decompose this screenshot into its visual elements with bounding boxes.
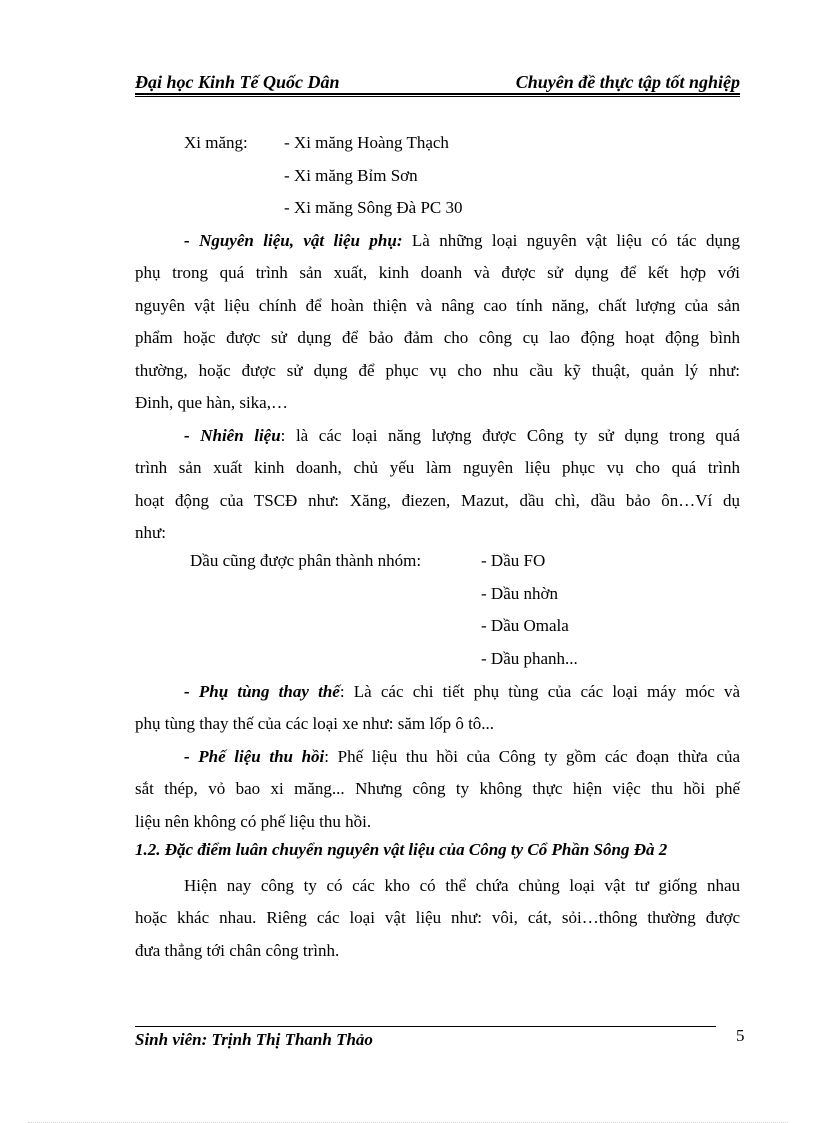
header-rule [135, 93, 740, 95]
cement-item: - Xi măng Sông Đà PC 30 [284, 198, 463, 217]
oil-item: - Dầu Omala [481, 616, 569, 635]
oil-item: - Dầu FO [481, 551, 546, 570]
term-nhien-lieu: - Nhiên liệu [184, 426, 281, 445]
cement-item: - Xi măng Hoàng Thạch [284, 133, 449, 152]
cement-item: - Xi măng Bỉm Sơn [284, 166, 418, 185]
term-phu-tung: - Phụ tùng thay thế [184, 682, 340, 701]
paragraph-nguyen-lieu: - Nguyên liệu, vật liệu phụ: Là những loại nguyên vật liệu có tác dụng phụ trong quá trình sản xuất, kinh doanh và được sử dụng để kết hợp với nguyên vật liệu chính để hoàn thiện và nâng cao tính năng, chất lượng của sản phẩm hoặc được sử dụng để bảo đảm cho công cụ lao động hoạt động bình thường, hoặc được sử dụng để phục vụ cho nhu cầu kỹ thuật, quản lý như: Đinh, que hàn, sika,… [135, 231, 740, 412]
section-heading: 1.2. Đặc điểm luân chuyển nguyên vật liệu của Công ty Cổ Phần Sông Đà 2 [135, 840, 668, 859]
footer-rule [135, 1026, 716, 1027]
header-rule-thin [135, 96, 740, 97]
header-right: Chuyên đề thực tập tốt nghiệp [515, 72, 740, 92]
oil-label: Dầu cũng được phân thành nhóm: [190, 551, 422, 570]
term-phe-lieu: - Phế liệu thu hồi [184, 747, 325, 766]
header-left: Đại học Kinh Tế Quốc Dân [135, 72, 340, 92]
paragraph-kho: Hiện nay công ty có các kho có thể chứa chủng loại vật tư giống nhau hoặc khác nhau. Riêng các loại vật liệu như: vôi, cát, sỏi…thông thường được đưa thẳng tới chân công trình. [135, 876, 740, 960]
page-number: 5 [736, 1026, 745, 1045]
paragraph-phu-tung: - Phụ tùng thay thế: Là các chi tiết phụ tùng của các loại máy móc và phụ tùng thay thế của các loại xe như: săm lốp ô tô... [135, 682, 740, 734]
footer-student: Sinh viên: Trịnh Thị Thanh Thảo [135, 1030, 373, 1049]
term-nguyen-lieu: - Nguyên liệu, vật liệu phụ: [184, 231, 403, 250]
paragraph-phe-lieu: - Phế liệu thu hồi: Phế liệu thu hồi của Công ty gồm các đoạn thừa của sắt thép, vỏ bao xi măng... Nhưng công ty không thực hiện việc thu hồi phế liệu nên không có phế liệu thu hồi. [135, 747, 740, 831]
paragraph-nhien-lieu: - Nhiên liệu: là các loại năng lượng được Công ty sử dụng trong quá trình sản xuất kinh doanh, chủ yếu làm nguyên liệu phục vụ cho quá trình hoạt động của TSCĐ như: Xăng, điezen, Mazut, dầu chì, dầu bảo ôn…Ví dụ như: [135, 426, 740, 543]
oil-item: - Dầu phanh... [481, 649, 578, 668]
cement-label: Xi măng: [184, 133, 248, 152]
oil-item: - Dầu nhờn [481, 584, 558, 603]
